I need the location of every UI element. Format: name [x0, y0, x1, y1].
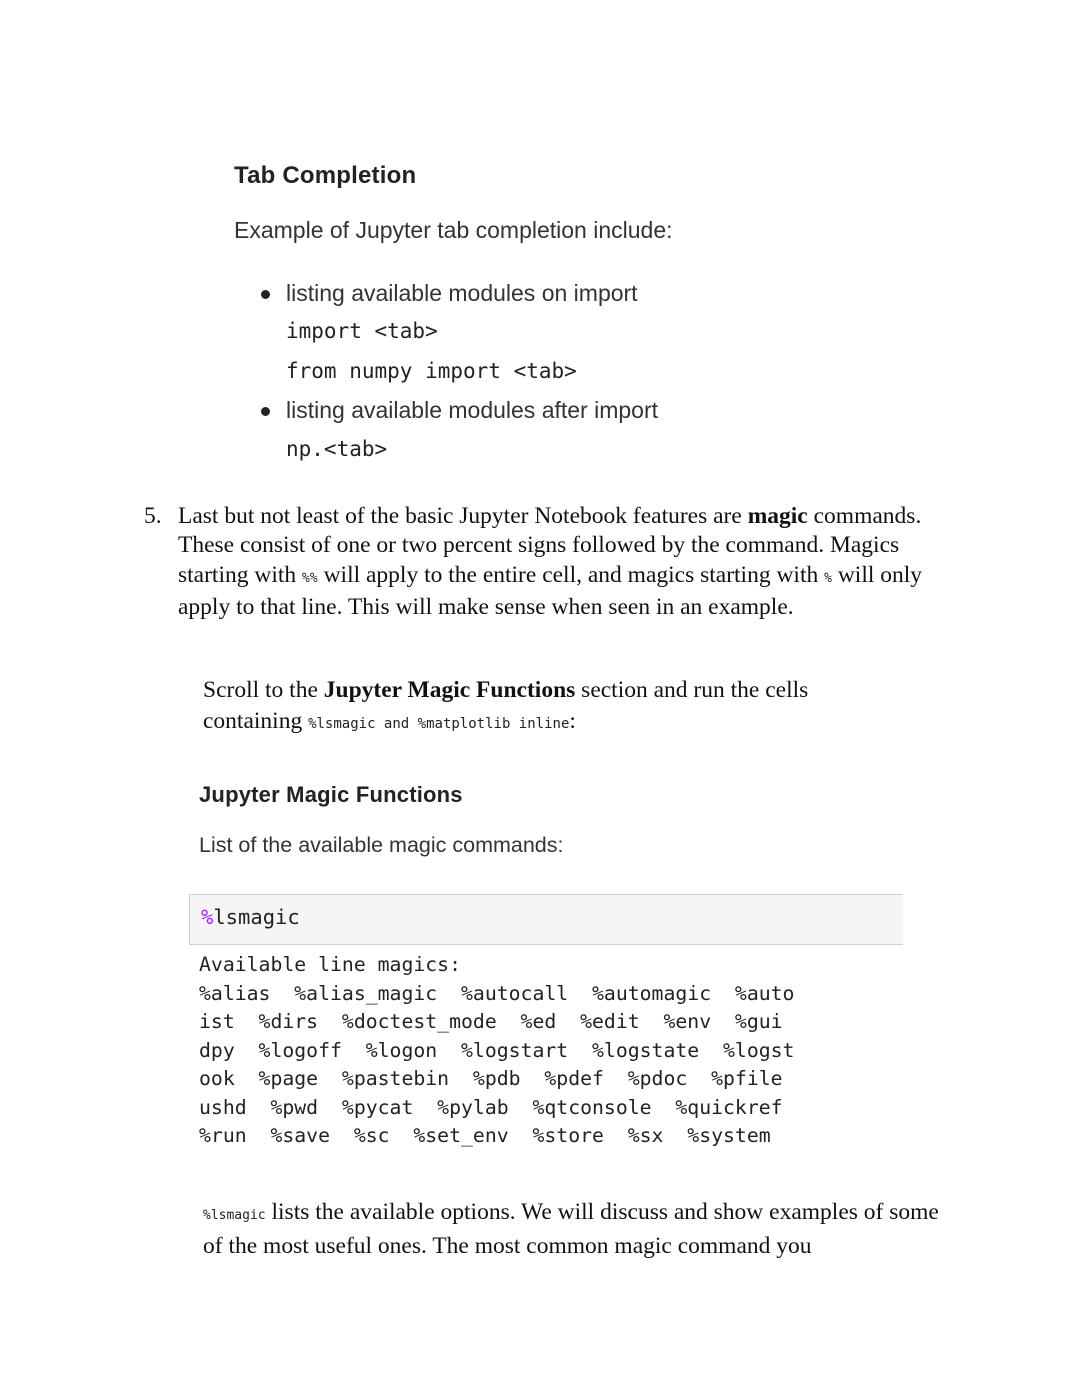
cell-output [199, 953, 902, 1153]
tab-completion-title: Tab Completion [234, 162, 417, 189]
instruction-paragraph [203, 675, 903, 740]
step5-text: will only apply to that line. This will make sense when seen in an example. [178, 561, 923, 620]
instruction-text: : [569, 708, 576, 734]
output-line: %run %save %sc %set_env %store %sx %system [199, 1124, 771, 1147]
step5-bold: magic [747, 503, 808, 529]
closing-text: lists the available options. We will discuss and show examples of some of the most useful ones. The most common magic command you [203, 1199, 939, 1259]
bullet-dot-icon [261, 290, 270, 299]
bullet-label: listing available modules after import [286, 397, 659, 423]
closing-paragraph [203, 1197, 953, 1262]
inline-code: % [824, 570, 832, 586]
cell-command: lsmagic [213, 905, 300, 929]
step5-paragraph [178, 502, 948, 622]
magic-functions-intro: List of the available magic commands: [199, 833, 564, 857]
bullet-label: listing available modules on import [286, 280, 638, 306]
instruction-text: Scroll to the [203, 677, 324, 703]
step5-text: will apply to the entire cell, and magics starting with [317, 561, 825, 588]
code-line: np.<tab> [286, 437, 388, 461]
instruction-text: section and run the cells containing [203, 677, 809, 734]
code-line: from numpy import <tab> [286, 359, 577, 383]
code-cell[interactable] [189, 894, 903, 945]
step5-text: commands. These consist of one or two percent signs followed by the command. Magics starting with [178, 503, 922, 588]
magic-prefix: % [201, 905, 214, 929]
magic-functions-title: Jupyter Magic Functions [199, 782, 463, 807]
instruction-bold: Jupyter Magic Functions [323, 677, 576, 703]
output-line: ushd %pwd %pycat %pylab %qtconsole %quickref [199, 1095, 783, 1119]
tab-completion-intro: Example of Jupyter tab completion include: [234, 217, 673, 243]
output-line: %alias %alias_magic %autocall %automagic %auto [199, 981, 795, 1005]
output-line: dpy %logoff %logon %logstart %logstate %logst [199, 1038, 795, 1062]
code-line: import <tab> [286, 319, 438, 343]
output-line: Available line magics: [199, 953, 462, 976]
output-line: ist %dirs %doctest_mode %ed %edit %env %gui [199, 1010, 783, 1033]
inline-code: %% [302, 570, 318, 586]
output-line: ook %page %pastebin %pdb %pdef %pdoc %pfile [199, 1067, 783, 1090]
inline-code: %lsmagic [203, 1208, 266, 1223]
bullet-dot-icon [261, 407, 270, 416]
cell-input[interactable] [201, 905, 300, 929]
step-number: 5. [144, 503, 162, 529]
step5-text: Last but not least of the basic Jupyter Notebook features are [178, 503, 748, 529]
inline-code: %lsmagic and %matplotlib inline [308, 716, 570, 732]
